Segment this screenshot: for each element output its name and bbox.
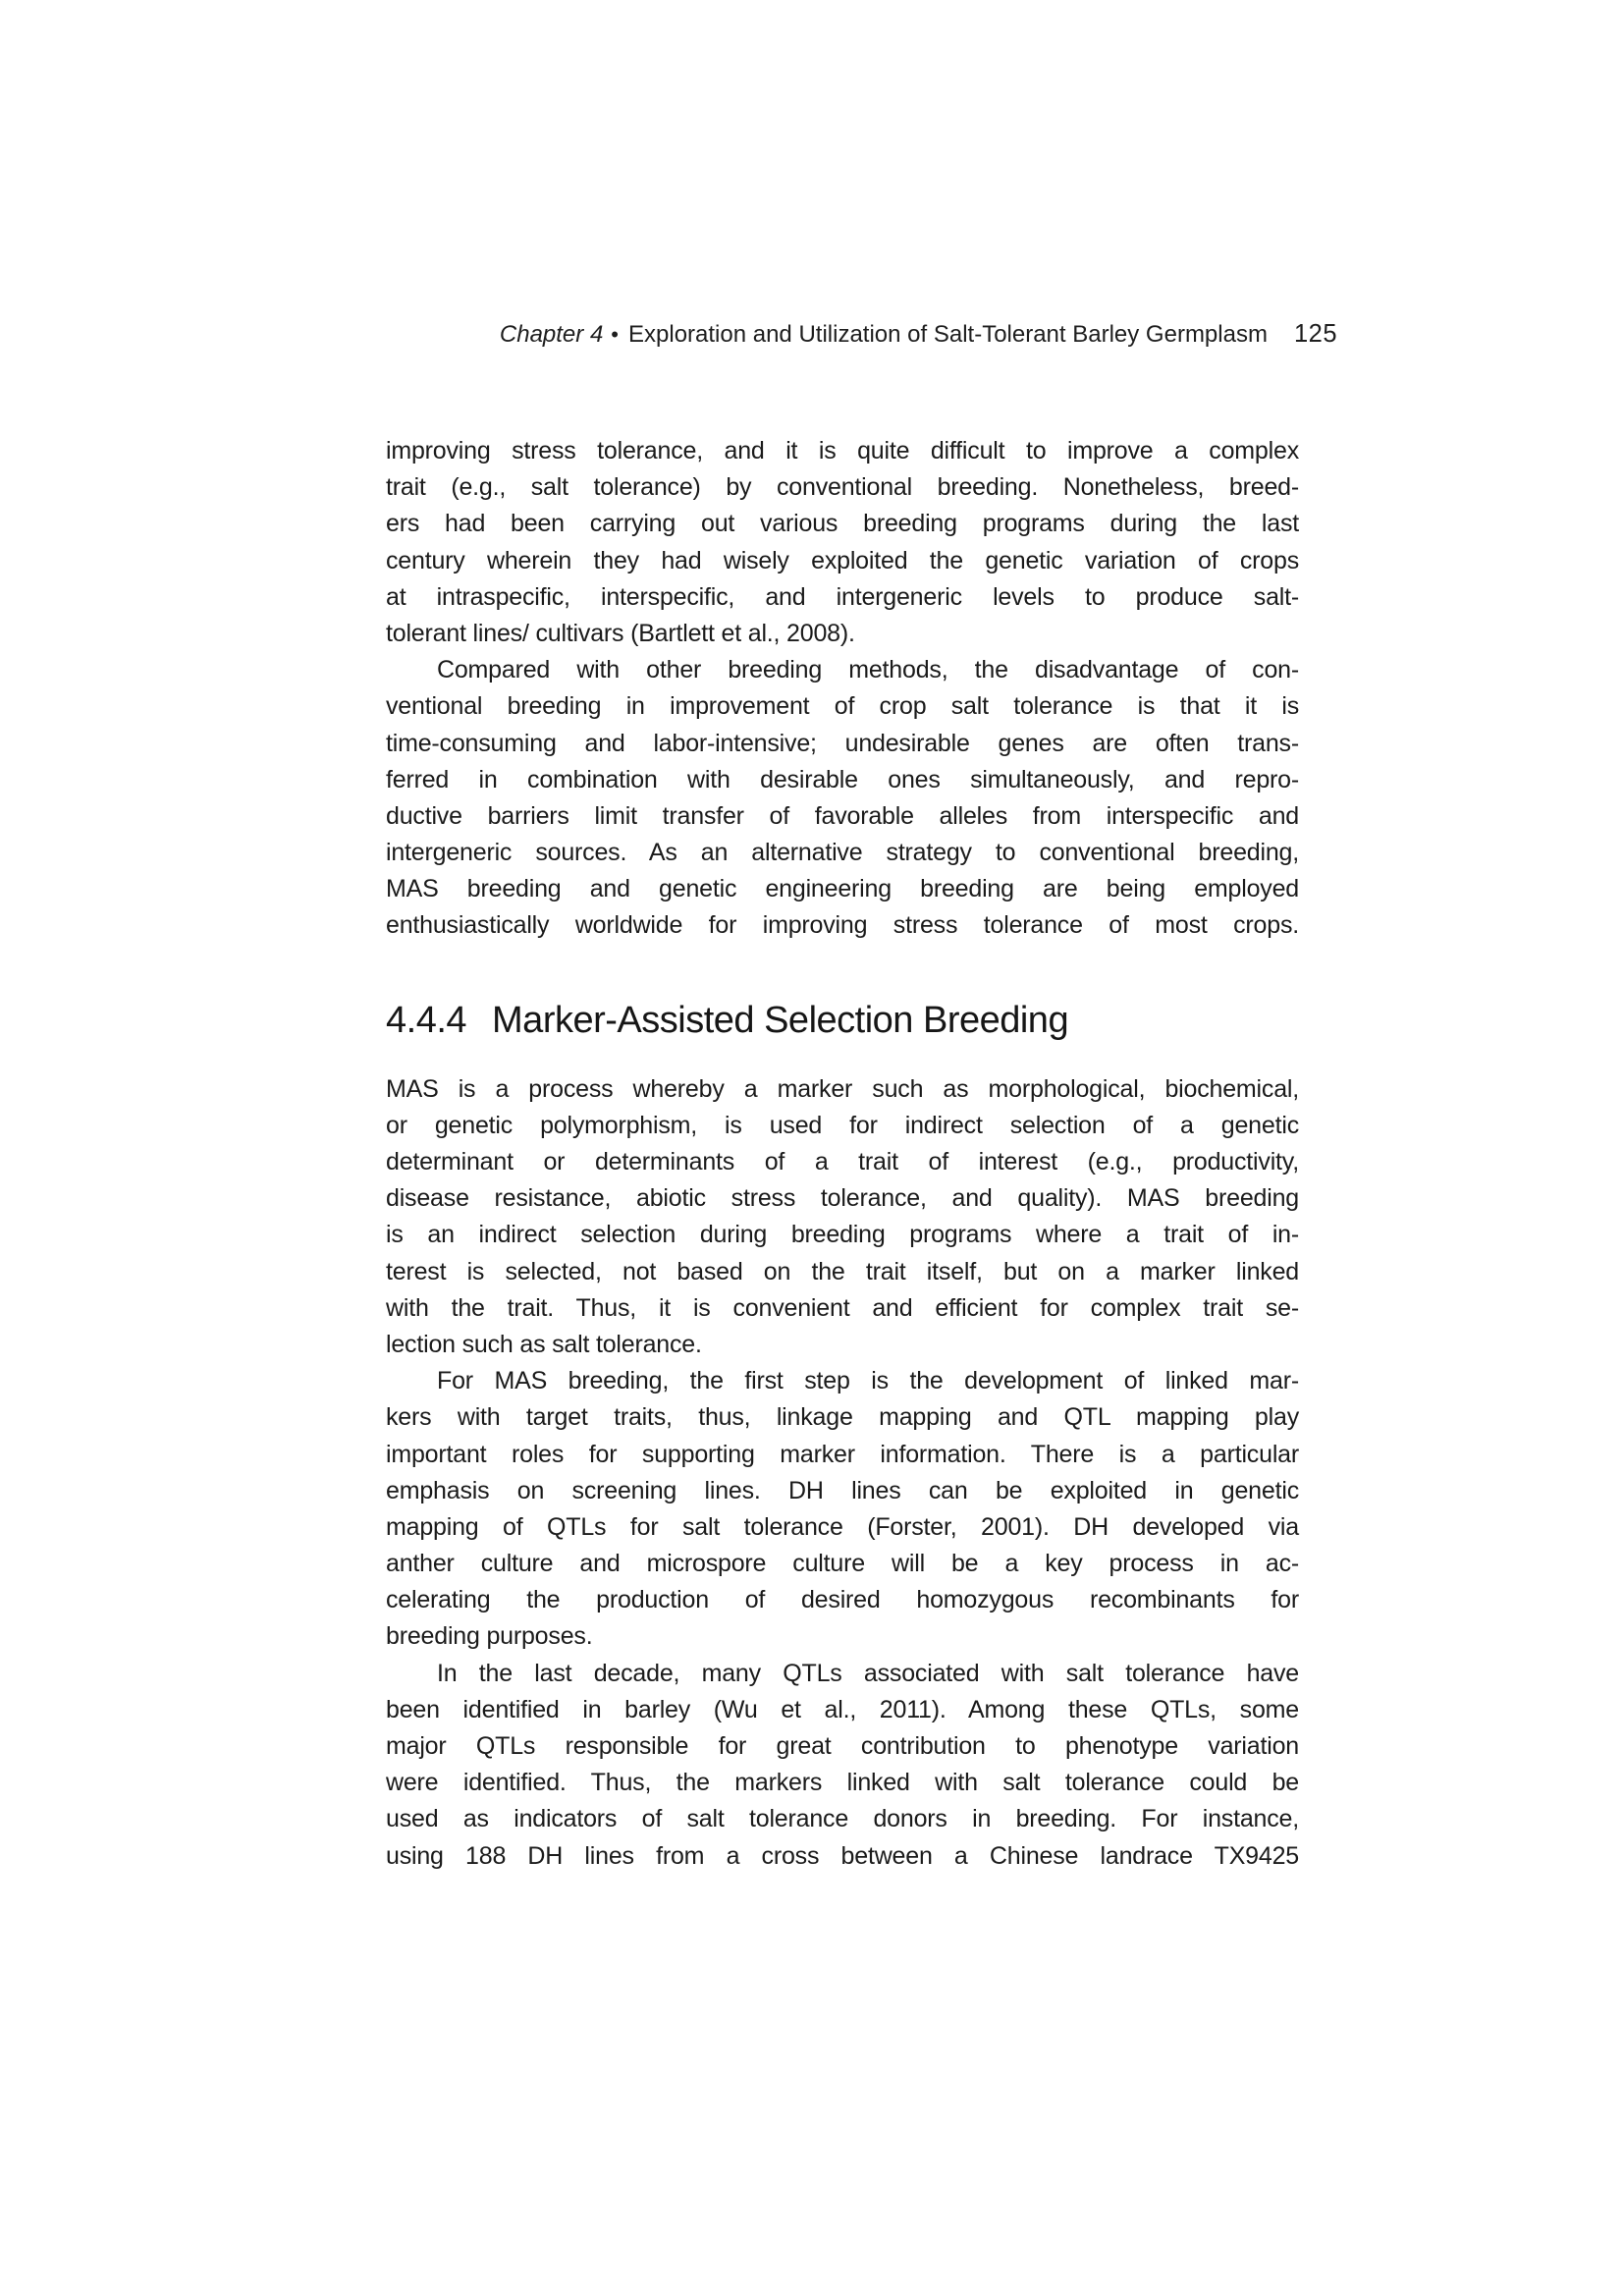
text-line: is an indirect selection during breeding programs where a trait of in- (386, 1221, 1299, 1249)
paragraph (386, 1363, 1299, 1656)
section-heading-number: 4.4.4 (386, 999, 467, 1041)
text-line: disease resistance, abiotic stress tolerance, and quality). MAS breeding (386, 1184, 1299, 1213)
text-line: Compared with other breeding methods, the disadvantage of con- (437, 656, 1299, 684)
paragraph (386, 1071, 1299, 1364)
text-line: MAS is a process whereby a marker such as morphological, biochemical, (386, 1074, 1299, 1103)
text-line: ferred in combination with desirable ones simultaneously, and repro- (386, 765, 1299, 793)
text-line: mapping of QTLs for salt tolerance (Forster, 2001). DH developed via (386, 1512, 1299, 1541)
text-line: using 188 DH lines from a cross between a Chinese landrace TX9425 (386, 1841, 1299, 1870)
text-line: with the trait. Thus, it is convenient and efficient for complex trait se- (386, 1293, 1299, 1322)
page-body (386, 433, 1299, 1875)
text-line: tolerant lines/ cultivars (Bartlett et al., 2008). (386, 619, 855, 647)
section-heading-title: Marker-Assisted Selection Breeding (492, 999, 1069, 1041)
section-heading (386, 999, 1299, 1042)
text-line: terest is selected, not based on the trait itself, but on a marker linked (386, 1257, 1299, 1285)
text-line: determinant or determinants of a trait of interest (e.g., productivity, (386, 1148, 1299, 1175)
running-head-title: Exploration and Utilization of Salt-Tolerant Barley Germplasm (628, 321, 1268, 348)
text-line: been identified in barley (Wu et al., 2011). Among these QTLs, some (386, 1695, 1299, 1723)
text-line: anther culture and microspore culture will be a key process in ac- (386, 1550, 1299, 1578)
text-line: important roles for supporting marker information. There is a particular (386, 1440, 1299, 1468)
text-line: or genetic polymorphism, is used for indirect selection of a genetic (386, 1111, 1299, 1139)
text-line: In the last decade, many QTLs associated with salt tolerance have (437, 1659, 1299, 1687)
text-line: used as indicators of salt tolerance donors in breeding. For instance, (386, 1805, 1299, 1833)
bullet-icon: • (611, 322, 619, 347)
text-line: For MAS breeding, the first step is the development of linked mar- (437, 1367, 1299, 1395)
page-header (386, 320, 1337, 349)
text-line: celerating the production of desired homozygous recombinants for (386, 1586, 1299, 1614)
text-line: lection such as salt tolerance. (386, 1330, 702, 1358)
text-line: ventional breeding in improvement of crop salt tolerance is that it is (386, 692, 1299, 721)
paragraph (386, 433, 1299, 652)
text-line: kers with target traits, thus, linkage mapping and QTL mapping play (386, 1403, 1299, 1432)
text-line: major QTLs responsible for great contribution to phenotype variation (386, 1732, 1299, 1760)
text-line: enthusiastically worldwide for improving stress tolerance of most crops. (386, 911, 1299, 940)
text-line: time-consuming and labor-intensive; undesirable genes are often trans- (386, 729, 1299, 757)
paragraph (386, 1656, 1299, 1875)
paragraph (386, 652, 1299, 945)
text-line: intergeneric sources. As an alternative strategy to conventional breeding, (386, 839, 1299, 867)
text-line: ers had been carrying out various breeding programs during the last (386, 510, 1299, 538)
text-line: trait (e.g., salt tolerance) by conventional breeding. Nonetheless, breed- (386, 473, 1299, 502)
text-line: at intraspecific, interspecific, and intergeneric levels to produce salt- (386, 582, 1299, 611)
text-line: were identified. Thus, the markers linked with salt tolerance could be (386, 1769, 1299, 1797)
text-line: emphasis on screening lines. DH lines can be exploited in genetic (386, 1476, 1299, 1504)
page-number: 125 (1293, 320, 1337, 348)
chapter-label: Chapter 4 (499, 321, 604, 348)
text-line: breeding purposes. (386, 1622, 593, 1651)
text-line: ductive barriers limit transfer of favorable alleles from interspecific and (386, 801, 1299, 830)
text-line: century wherein they had wisely exploited the genetic variation of crops (386, 546, 1299, 574)
text-line: improving stress tolerance, and it is quite difficult to improve a complex (386, 437, 1299, 465)
text-line: MAS breeding and genetic engineering breeding are being employed (386, 875, 1299, 903)
